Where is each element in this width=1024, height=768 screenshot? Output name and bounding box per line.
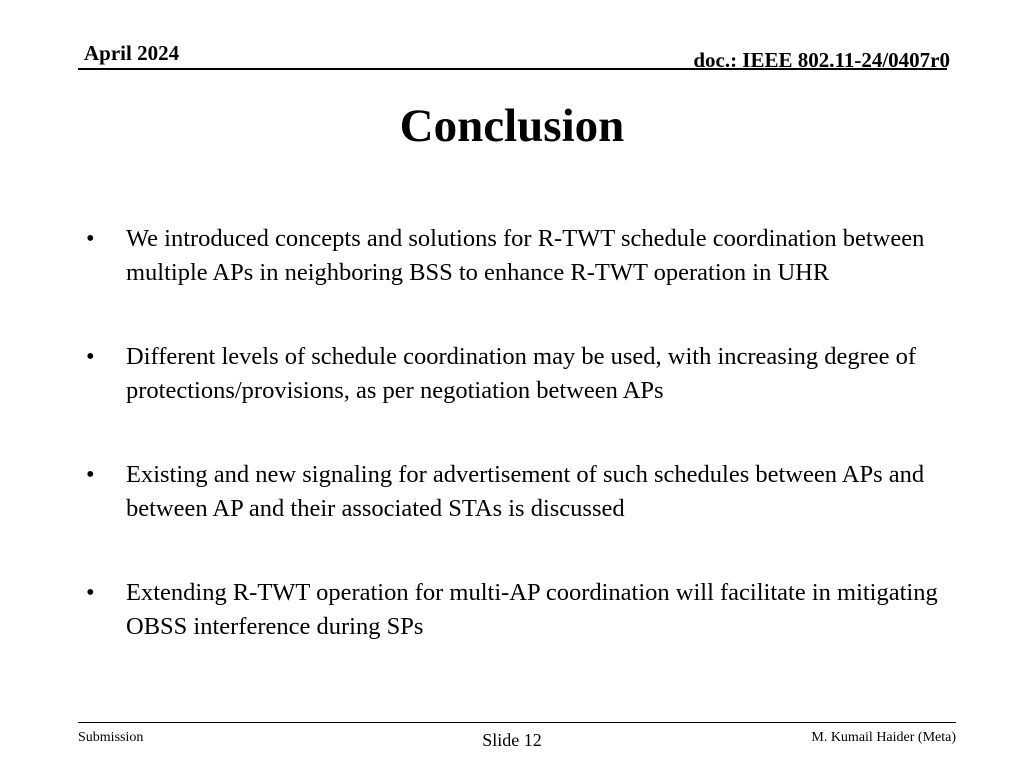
bullet-list <box>86 222 946 644</box>
footer-author: M. Kumail Haider (Meta) <box>811 730 956 745</box>
bullet-text: Existing and new signaling for advertisement of such schedules between APs and between AP and their associated STAs is discussed <box>126 461 925 522</box>
slide-title: Conclusion <box>399 100 625 152</box>
slide-number: Slide 12 <box>482 730 542 750</box>
header-document-id: doc.: IEEE 802.11-24/0407r0 <box>693 48 950 72</box>
bullet-item <box>86 576 946 644</box>
bullet-icon: • <box>86 579 95 606</box>
bullet-item <box>86 458 946 526</box>
bullet-item <box>86 340 946 408</box>
header-date: April 2024 <box>84 41 180 65</box>
bullet-text: Different levels of schedule coordination may be used, with increasing degree of protections/provisions, as per negotiation between APs <box>126 343 917 404</box>
bullet-text: Extending R-TWT operation for multi-AP coordination will facilitate in mitigating OBSS interference during SPs <box>126 579 938 640</box>
bullet-icon: • <box>86 225 95 252</box>
footer-submission-label: Submission <box>78 730 144 745</box>
header-divider <box>78 68 947 70</box>
bullet-icon: • <box>86 461 95 488</box>
bullet-icon: • <box>86 343 95 370</box>
bullet-item <box>86 222 946 290</box>
footer-divider <box>78 722 956 723</box>
bullet-text: We introduced concepts and solutions for R-TWT schedule coordination between multiple APs in neighboring BSS to enhance R-TWT operation in UHR <box>126 225 925 286</box>
